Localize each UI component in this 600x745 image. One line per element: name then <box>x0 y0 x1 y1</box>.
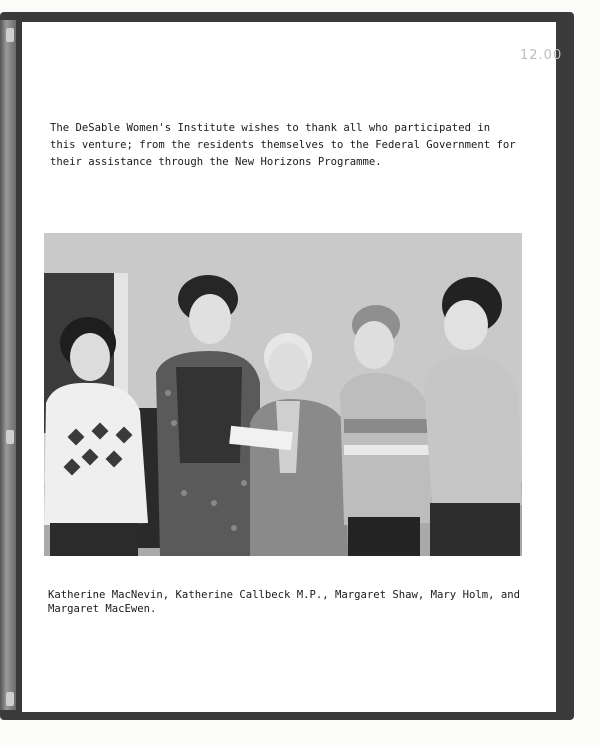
binder-spine <box>0 20 16 710</box>
binder-ring <box>6 692 14 706</box>
binder-ring <box>6 28 14 42</box>
group-photograph <box>44 233 522 556</box>
page-number: 12.00 <box>520 48 563 63</box>
binder-ring <box>6 430 14 444</box>
group-photo-image <box>44 233 522 556</box>
intro-paragraph: The DeSable Women's Institute wishes to thank all who participated in this venture; from the residents themselves to the Federal Government for their assistance through the New Horizons Programme. <box>50 122 516 168</box>
photo-caption: Katherine MacNevin, Katherine Callbeck M.P., Margaret Shaw, Mary Holm, and Margaret MacEwen. <box>48 589 520 615</box>
